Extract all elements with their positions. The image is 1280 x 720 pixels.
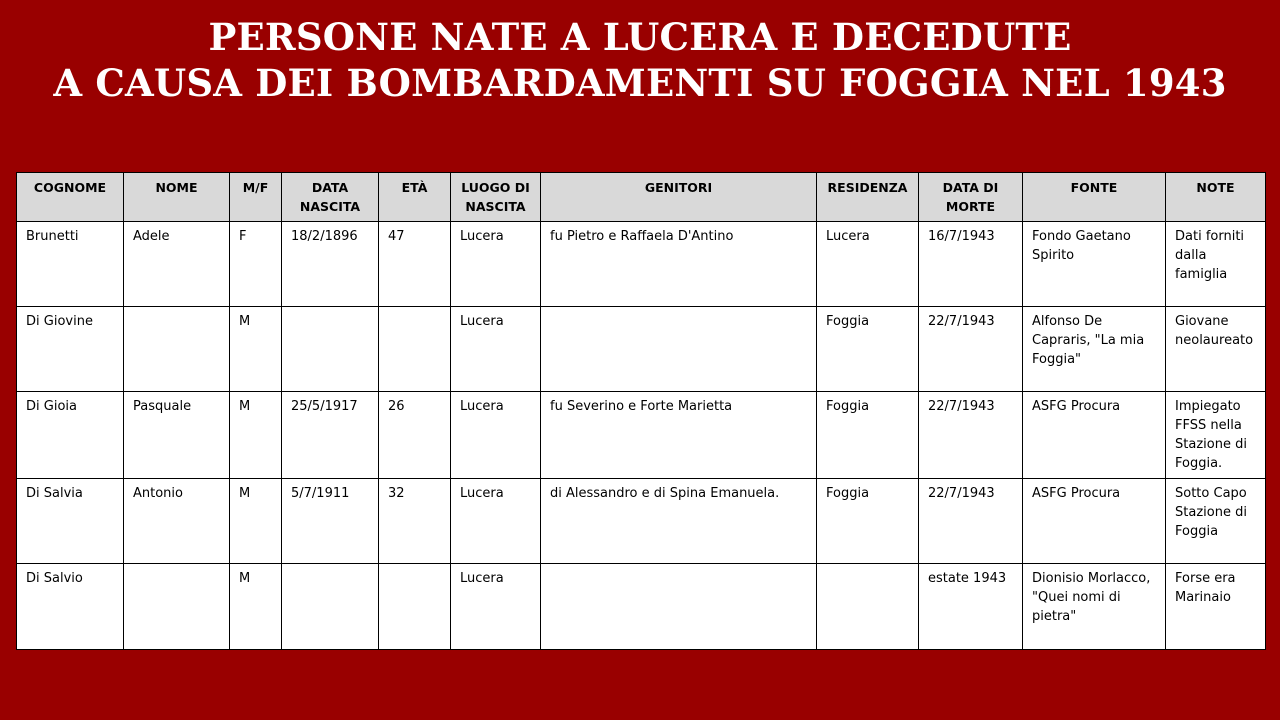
cell-cognome: Di Gioia [17,392,124,479]
cell-residenza: Foggia [817,479,919,564]
table-header-row [17,173,1266,222]
title-line-2: A CAUSA DEI BOMBARDAMENTI SU FOGGIA NEL 1943 [53,61,1227,105]
cell-nome: Antonio [124,479,230,564]
cell-nome: Pasquale [124,392,230,479]
cell-data-morte: 22/7/1943 [919,392,1023,479]
cell-data-nascita [282,564,379,650]
cell-fonte: ASFG Procura [1023,392,1166,479]
cell-luogo-nascita: Lucera [451,564,541,650]
header-sesso: M/F [230,173,282,222]
cell-luogo-nascita: Lucera [451,479,541,564]
cell-fonte: Alfonso De Capraris, "La mia Foggia" [1023,307,1166,392]
header-fonte: FONTE [1023,173,1166,222]
header-data-morte: DATA DI MORTE [919,173,1023,222]
header-eta: ETÀ [379,173,451,222]
header-genitori: GENITORI [541,173,817,222]
cell-note: Impiegato FFSS nella Stazione di Foggia. [1166,392,1266,479]
cell-data-nascita [282,307,379,392]
cell-note: Forse era Marinaio [1166,564,1266,650]
cell-fonte: ASFG Procura [1023,479,1166,564]
cell-note: Dati forniti dalla famiglia [1166,222,1266,307]
header-luogo-nascita: LUOGO DI NASCITA [451,173,541,222]
cell-sesso: M [230,564,282,650]
cell-nome [124,307,230,392]
cell-note: Giovane neolaureato [1166,307,1266,392]
table-row [17,479,1266,564]
cell-eta: 26 [379,392,451,479]
cell-cognome: Brunetti [17,222,124,307]
title-line-1: PERSONE NATE A LUCERA E DECEDUTE [208,15,1072,59]
cell-eta [379,564,451,650]
cell-genitori: fu Pietro e Raffaela D'Antino [541,222,817,307]
table-row [17,392,1266,479]
cell-residenza: Lucera [817,222,919,307]
cell-residenza: Foggia [817,392,919,479]
cell-genitori [541,307,817,392]
cell-eta: 32 [379,479,451,564]
cell-data-morte: 22/7/1943 [919,307,1023,392]
cell-note: Sotto Capo Stazione di Foggia [1166,479,1266,564]
cell-genitori [541,564,817,650]
table-row [17,307,1266,392]
cell-cognome: Di Giovine [17,307,124,392]
header-note: NOTE [1166,173,1266,222]
cell-sesso: M [230,307,282,392]
cell-residenza: Foggia [817,307,919,392]
cell-genitori: di Alessandro e di Spina Emanuela. [541,479,817,564]
cell-luogo-nascita: Lucera [451,392,541,479]
cell-luogo-nascita: Lucera [451,222,541,307]
header-cognome: COGNOME [17,173,124,222]
cell-sesso: F [230,222,282,307]
header-nome: NOME [124,173,230,222]
cell-sesso: M [230,479,282,564]
table-row [17,222,1266,307]
cell-data-morte: 22/7/1943 [919,479,1023,564]
cell-sesso: M [230,392,282,479]
cell-data-nascita: 25/5/1917 [282,392,379,479]
cell-genitori: fu Severino e Forte Marietta [541,392,817,479]
cell-fonte: Fondo Gaetano Spirito [1023,222,1166,307]
cell-luogo-nascita: Lucera [451,307,541,392]
victims-table [16,172,1266,650]
cell-data-nascita: 18/2/1896 [282,222,379,307]
cell-eta [379,307,451,392]
table-row [17,564,1266,650]
cell-residenza [817,564,919,650]
cell-cognome: Di Salvio [17,564,124,650]
cell-eta: 47 [379,222,451,307]
cell-nome [124,564,230,650]
page-title [0,14,1280,106]
cell-data-nascita: 5/7/1911 [282,479,379,564]
header-residenza: RESIDENZA [817,173,919,222]
cell-fonte: Dionisio Morlacco, "Quei nomi di pietra" [1023,564,1166,650]
cell-nome: Adele [124,222,230,307]
cell-data-morte: estate 1943 [919,564,1023,650]
header-data-nascita: DATA NASCITA [282,173,379,222]
cell-cognome: Di Salvia [17,479,124,564]
cell-data-morte: 16/7/1943 [919,222,1023,307]
